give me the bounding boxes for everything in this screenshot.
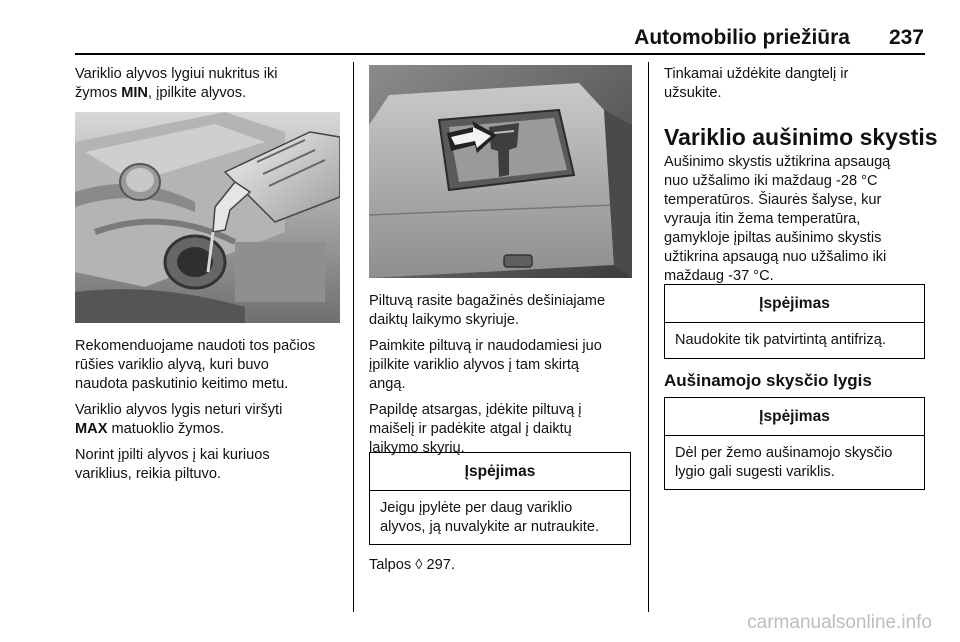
- column-3-text: [664, 65, 932, 103]
- header-rule: [75, 53, 925, 55]
- coolant-description: [664, 153, 932, 286]
- watermark: carmanualsonline.info: [747, 612, 932, 633]
- capacity-reference: Talpos ◊ 297.: [369, 557, 455, 573]
- warning-title: Įspėjimas: [665, 285, 924, 323]
- warning-title: Įspėjimas: [370, 453, 630, 491]
- column-1: [75, 65, 343, 103]
- paragraph-funnel-needed: Norint įpilti alyvos į kai kuriuos variklius, reikia piltuvo.: [75, 447, 270, 482]
- paragraph-recommend: Rekomenduojame naudoti tos pačios rūšies variklio alyvą, kuri buvo naudota paskutinio keitimo metu.: [75, 338, 316, 392]
- running-header-title: Automobilio priežiūra: [634, 26, 850, 49]
- warning-text: Jeigu įpylėte per daug variklio alyvos, ją nuvalykite ar nutraukite.: [380, 500, 600, 535]
- warning-box-overfill: [369, 452, 631, 545]
- engine-oil-fill-image: [75, 112, 340, 323]
- trunk-funnel-image: [369, 65, 632, 278]
- warning-text: Dėl per žemo aušinamojo skysčio lygio gali sugesti variklis.: [675, 445, 893, 480]
- paragraph-store-funnel: Papildę atsargas, įdėkite piltuvą į maišelį ir padėkite atgal į daiktų laikymo skyrių.: [369, 402, 582, 456]
- page-number: 237: [888, 26, 924, 49]
- paragraph-funnel-location: Piltuvą rasite bagažinės dešiniajame daiktų laikymo skyriuje.: [369, 293, 606, 328]
- paragraph-oil-max: Variklio alyvos lygis neturi viršyti MAX matuoklio žymos.: [75, 402, 283, 437]
- subheading-coolant-level: Aušinamojo skysčio lygis: [664, 371, 872, 390]
- column-divider-2: [648, 62, 649, 612]
- column-2-text: [369, 292, 637, 458]
- warning-text: Naudokite tik patvirtintą antifrizą.: [675, 332, 886, 348]
- paragraph-oil-min: Variklio alyvos lygiui nukritus iki žymos MIN, įpilkite alyvos.: [75, 66, 278, 101]
- paragraph-use-funnel: Paimkite piltuvą ir naudodamiesi juo įpilkite variklio alyvos į tam skirtą angą.: [369, 338, 602, 392]
- page-reference-icon: ◊: [415, 557, 423, 573]
- section-heading-coolant: Variklio aušinimo skystis: [664, 124, 938, 150]
- warning-title: Įspėjimas: [665, 398, 924, 436]
- paragraph-coolant: Aušinimo skystis užtikrina apsaugą nuo užšalimo iki maždaug -28 °C temperatūros. Šiaurės šalyse, kur vyrauja itin žema temperatūra, gamykloje įpiltas aušinimo skystis užtikrina apsaugą nuo užšalimo iki maždaug -37 °C.: [664, 154, 891, 284]
- paragraph-cap-on: Tinkamai uždėkite dangtelį ir užsukite.: [664, 66, 849, 101]
- warning-box-antifreeze: [664, 284, 925, 359]
- warning-box-low-coolant: [664, 397, 925, 490]
- column-1-text: [75, 337, 343, 484]
- column-divider-1: [353, 62, 354, 612]
